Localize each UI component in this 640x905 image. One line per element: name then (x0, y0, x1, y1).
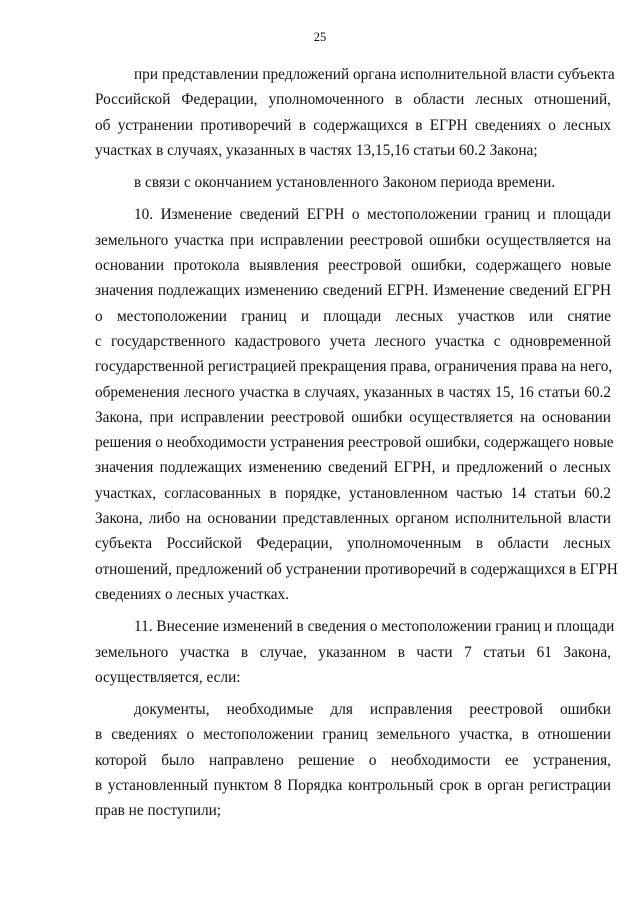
text-line: значения подлежащих изменению сведений ЕГРН. Изменение сведений ЕГРН (95, 282, 611, 300)
paragraph-gap (95, 690, 611, 697)
text-line: земельного участка при исправлении реестровой ошибки осуществляется на (95, 231, 611, 249)
text-line: Закона, либо на основании представленных органом исполнительной власти (95, 510, 611, 528)
text-line: основании протокола выявления реестровой ошибки, содержащего новые (95, 257, 611, 275)
text-line: в установленный пунктом 8 Порядка контрольный срок в орган регистрации (95, 777, 611, 795)
text-line: при представлении предложений органа исполнительной власти субъекта (134, 66, 615, 83)
paragraph-gap (95, 163, 611, 170)
paragraph-gap (95, 195, 611, 202)
text-line: субъекта Российской Федерации, уполномоченным в области лесных (95, 535, 611, 553)
text-line: отношений, предложений об устранении противоречий в содержащихся в ЕГРН (95, 560, 618, 578)
text-line: 11. Внесение изменений в сведения о местоположении границ и площади (134, 618, 615, 636)
text-line: о местоположении границ и площади лесных участков или снятие (95, 307, 611, 325)
text-line: решения о необходимости устранения реестровой ошибки, содержащего новые (95, 434, 614, 452)
text-line: Российской Федерации, уполномоченного в области лесных отношений, (95, 91, 611, 109)
text-line: осуществляется, если: (95, 668, 241, 686)
text-line: об устранении противоречий в содержащихся в ЕГРН сведениях о лесных (95, 116, 611, 134)
text-line: 10. Изменение сведений ЕГРН о местоположении границ и площади (134, 206, 611, 224)
text-line: государственной регистрацией прекращения права, ограничения права на него, (95, 358, 613, 376)
text-line: с государственного кадастрового учета лесного участка с одновременной (95, 332, 611, 350)
paragraph-gap (95, 607, 611, 614)
text-line: земельного участка в случае, указанном в части 7 статьи 61 Закона, (95, 643, 611, 661)
text-line: сведениях о лесных участках. (95, 585, 290, 603)
text-line: Закона, при исправлении реестровой ошибки осуществляется на основании (95, 408, 611, 426)
text-line: участках, согласованных в порядке, установленном частью 14 статьи 60.2 (95, 484, 611, 502)
text-line: которой было направлено решение о необходимости ее устранения, (95, 751, 611, 769)
text-line: документы, необходимые для исправления реестровой ошибки (134, 701, 611, 719)
text-line: в сведениях о местоположении границ земельного участка, в отношении (95, 726, 611, 744)
page-number: 25 (313, 30, 327, 44)
text-line: прав не поступили; (95, 802, 222, 820)
text-line: обременения лесного участка в случаях, указанных в частях 15, 16 статьи 60.2 (95, 383, 611, 401)
text-line: значения подлежащих изменению сведений ЕГРН, и предложений о лесных (95, 459, 611, 477)
text-line: в связи с окончанием установленного Законом периода времени. (134, 174, 556, 192)
document-body (95, 62, 618, 824)
text-line: участках в случаях, указанных в частях 13,15,16 статьи 60.2 Закона; (95, 141, 538, 159)
